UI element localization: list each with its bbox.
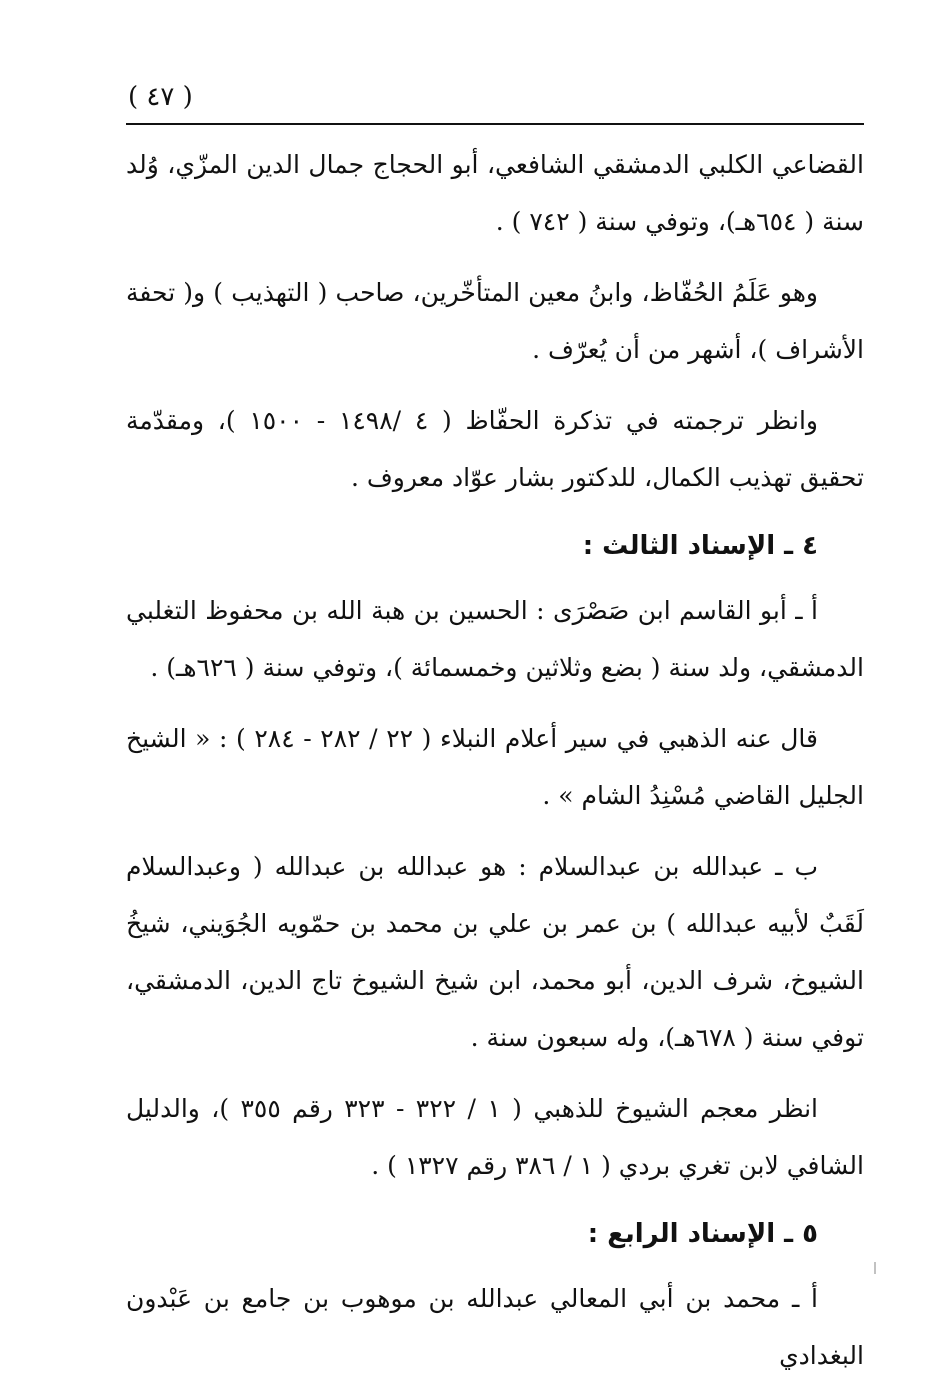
paragraph-muhammad-ibn-abi-al-maali: أ ـ محمد بن أبي المعالي عبدالله بن موهوب بن جامع بن عَبْدون البغدادي	[126, 1284, 864, 1370]
paragraph-mizzi-birth: القضاعي الكلبي الدمشقي الشافعي، أبو الحجاج جمال الدين المزّي، وُلد سنة ( ٦٥٤هـ)، وتوفي سنة ( ٧٤٢ ) .	[126, 150, 864, 236]
page-body	[126, 136, 864, 1398]
paragraph-mizzi-references: وانظر ترجمته في تذكرة الحفّاظ ( ٤ /١٤٩٨ - ١٥٠٠ )، ومقدّمة تحقيق تهذيب الكمال، للدكتور بشار عوّاد معروف .	[126, 406, 864, 492]
paragraph-mizzi-description: وهو عَلَمُ الحُفّاظ، وابنُ معين المتأخّرين، صاحب ( التهذيب ) و( تحفة الأشراف )، أشهر من أن يُعرّف .	[126, 278, 864, 364]
paragraph-abdullah-ibn-abdussalam: ب ـ عبدالله بن عبدالسلام : هو عبدالله بن عبدالله ( وعبدالسلام لَقَبٌ لأبيه عبدالله ) بن عمر بن علي بن محمد بن حمّويه الجُوَيني، شيخُ الشيوخ، شرف الدين، أبو محمد، ابن شيخ الشيوخ تاج الدين، الدمشقي، توفي سنة ( ٦٧٨هـ)، وله سبعون سنة .	[126, 852, 864, 1052]
header-rule	[126, 123, 864, 125]
scan-edge-mark	[874, 1262, 876, 1274]
paragraph-abdullah-references: انظر معجم الشيوخ للذهبي ( ١ / ٣٢٢ - ٣٢٣ رقم ٣٥٥ )، والدليل الشافي لابن تغري بردي ( ١ / ٣٨٦ رقم ١٣٢٧ ) .	[126, 1094, 864, 1180]
heading-third-isnad: ٤ ـ الإسناد الثالث :	[582, 531, 818, 561]
paragraph-ibn-sasra: أ ـ أبو القاسم ابن صَصْرَى : الحسين بن هبة الله بن محفوظ التغلبي الدمشقي، ولد سنة ( بضع وثلاثين وخمسمائة )، وتوفي سنة ( ٦٢٦هـ) .	[126, 596, 864, 682]
page-number: ( ٤٧ )	[128, 82, 193, 112]
paragraph-dhahabi-quote: قال عنه الذهبي في سير أعلام النبلاء ( ٢٢ / ٢٨٢ - ٢٨٤ ) : « الشيخ الجليل القاضي مُسْنِدُ الشام » .	[126, 724, 864, 810]
heading-fourth-isnad: ٥ ـ الإسناد الرابع :	[587, 1219, 818, 1249]
